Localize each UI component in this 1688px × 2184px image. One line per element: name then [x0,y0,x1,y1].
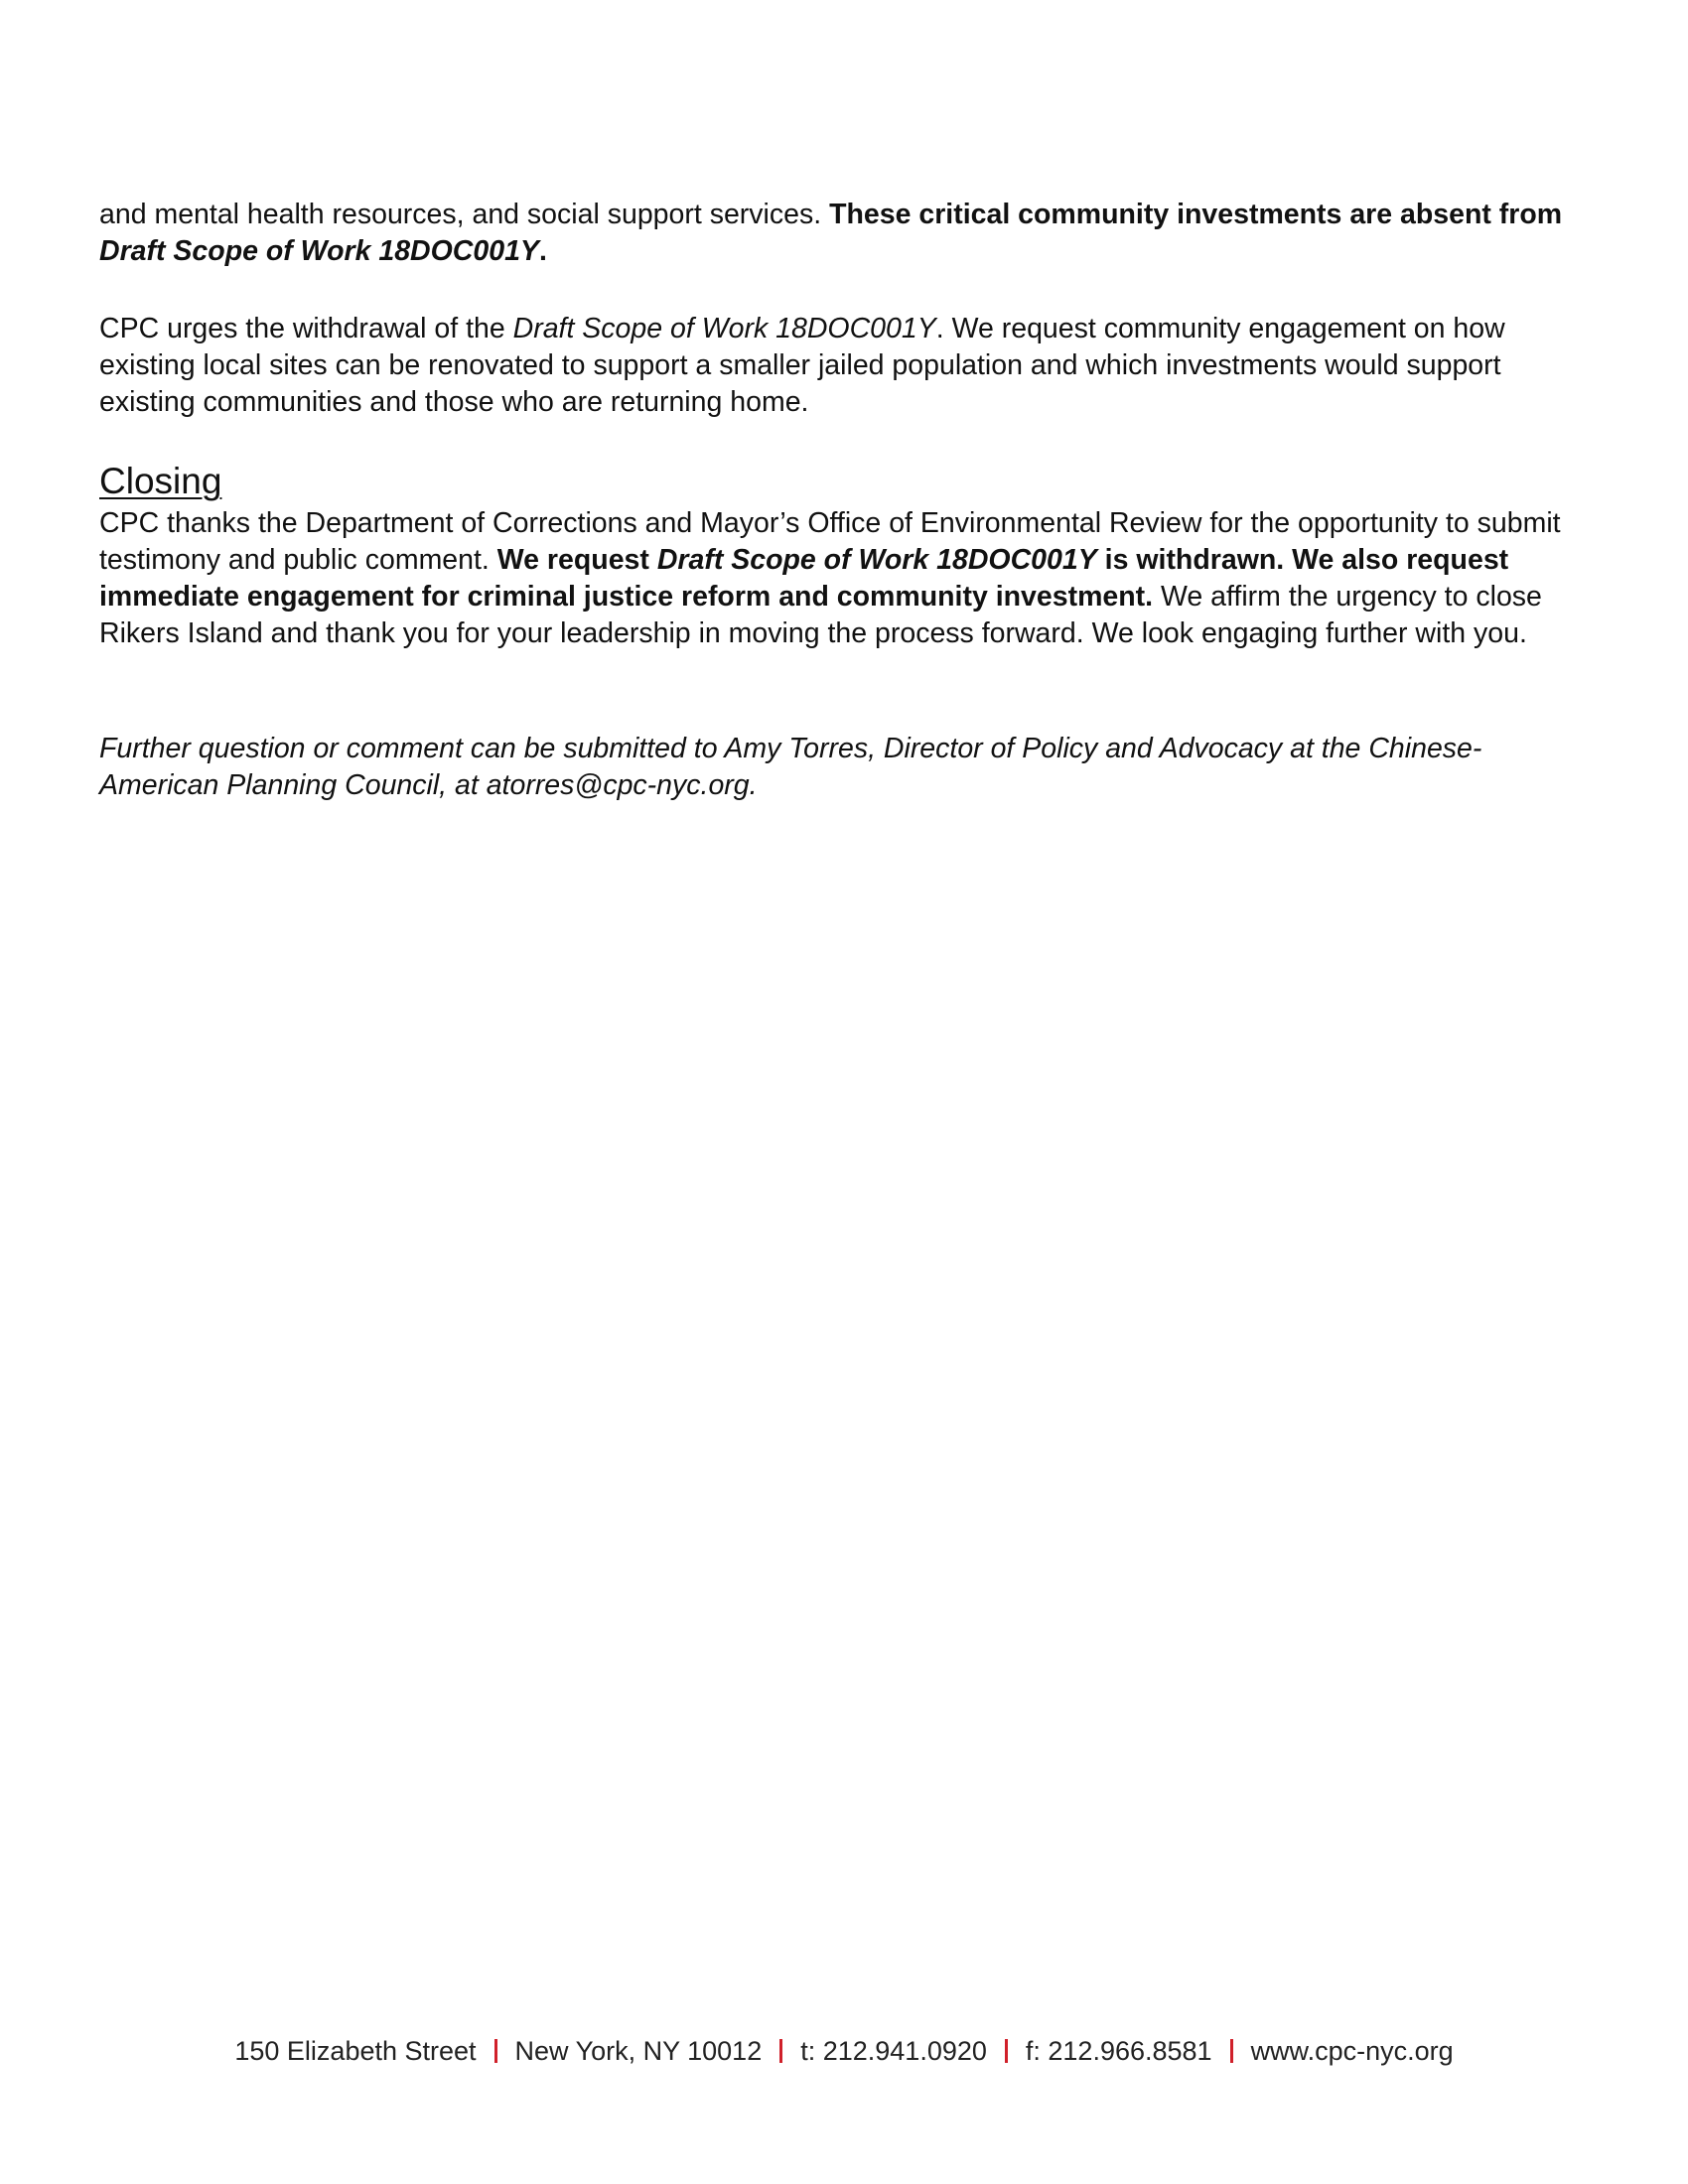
footer-separator [1230,2039,1233,2063]
paragraph-closing [99,505,1599,652]
emphasis-text: These critical community investments are absent from [829,199,1563,230]
paragraph-withdrawal [99,311,1599,421]
footer-separator [1005,2039,1008,2063]
document-reference: Draft Scope of Work 18DOC001Y [99,235,539,267]
footer-separator [779,2039,782,2063]
document-reference: Draft Scope of Work 18DOC001Y [656,544,1097,576]
paragraph-text: . We request community engagement on how existing local sites can be renovated to support a smaller jailed population and which investments would support existing communities and those who are returning home. [99,313,1505,418]
paragraph-text: We affirm the urgency to close Rikers Island and thank you for your leadership in moving the process forward. We look engaging further with you. [99,581,1542,649]
contact-note: Further question or comment can be submitted to Amy Torres, Director of Policy and Advocacy at the Chinese-American Planning Council, at atorres@cpc-nyc.org. [99,733,1482,801]
footer-website[interactable]: www.cpc-nyc.org [1250,2036,1454,2066]
document-reference: Draft Scope of Work 18DOC001Y [512,313,936,344]
letterhead-footer [0,2035,1688,2067]
emphasis-text: We request [496,544,657,576]
paragraph-text: CPC urges the withdrawal of the [99,313,513,344]
footer-city: New York, NY 10012 [514,2036,763,2066]
footer-phone: t: 212.941.0920 [800,2036,987,2066]
paragraph-text: CPC thanks the Department of Corrections and Mayor’s Office of Environmental Review for the opportunity to submit testimony and public comment. [99,507,1561,576]
emphasis-text: . [538,235,547,267]
emphasis-text: is withdrawn. We also request immediate engagement for criminal justice reform and community investment. [99,544,1509,613]
paragraph-investments [99,197,1599,270]
footer-fax: f: 212.966.8581 [1025,2036,1212,2066]
section-heading-closing: Closing [99,461,222,501]
footer-address: 150 Elizabeth Street [234,2036,477,2066]
paragraph-text: and mental health resources, and social support services. [99,199,830,230]
footer-separator [494,2039,497,2063]
